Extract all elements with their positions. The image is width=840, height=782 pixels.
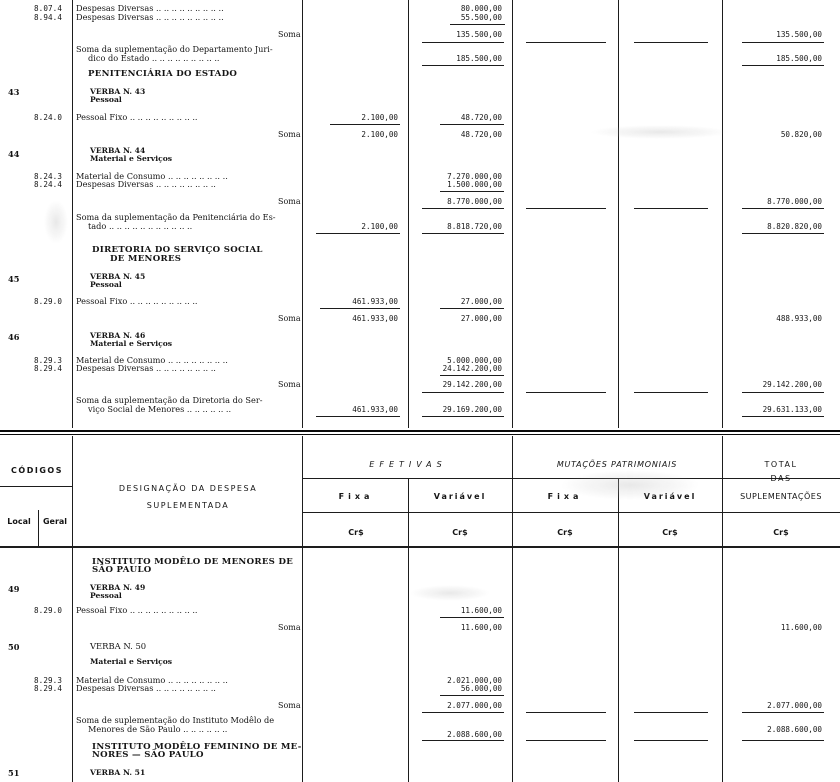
scan-smudge [590, 125, 730, 139]
var-cell: 27.000,00 [460, 297, 502, 306]
sum-rule [742, 392, 824, 393]
verba-title: VERBA N. 49 [90, 583, 146, 592]
sum-rule [422, 208, 504, 209]
fixa-cell: 461.933,00 [352, 405, 398, 414]
sum-rule [634, 712, 708, 713]
sum-rule [422, 42, 504, 43]
code-cell: 8.29.3 [34, 356, 63, 365]
total-cell: 488.933,00 [776, 314, 822, 323]
section-title-cont: SÃO PAULO [92, 565, 152, 575]
var-cell: 29.169.200,00 [442, 405, 502, 414]
sum-rule [742, 65, 824, 66]
soma-inst-line1: Soma de suplementação do Instituto Modêlo de [76, 715, 275, 725]
hdr-rule [38, 510, 39, 546]
total-cell: 29.142.200,00 [762, 380, 822, 389]
sum-rule [440, 617, 504, 618]
desc-cell: Material de Consumo .. .. .. .. .. .. .. .. [76, 355, 228, 365]
hdr-mut-fixa: Fixa [547, 492, 583, 501]
sum-rule [526, 740, 606, 741]
hdr-codigos: CÓDIGOS [11, 466, 63, 475]
hdr-rule [72, 436, 73, 546]
var-cell: 11.600,00 [460, 623, 502, 632]
hdr-designacao: DESIGNAÇÃO DA DESPESA [118, 484, 258, 493]
var-cell: 55.500,00 [460, 13, 502, 22]
soma-label: Soma [278, 130, 301, 139]
sum-rule [422, 712, 504, 713]
soma-penit-line1: Soma da suplementação da Penitenciária do Es- [76, 212, 276, 222]
section-title: INSTITUTO MODÊLO FEMININO DE ME- [92, 742, 302, 752]
desc-cell: Despesas Diversas .. .. .. .. .. .. .. .. .. [76, 12, 224, 22]
sum-rule [634, 208, 708, 209]
soma-label: Soma [278, 623, 301, 632]
sum-rule [634, 42, 708, 43]
rule-variavel [512, 0, 513, 428]
local-code: 46 [8, 332, 20, 342]
sum-rule [440, 308, 504, 309]
verba-title: VERBA N. 50 [90, 641, 147, 651]
sum-rule [742, 740, 824, 741]
verba-sub: Pessoal [90, 280, 122, 289]
sum-rule [440, 375, 504, 376]
sum-rule [526, 392, 606, 393]
var-cell: 135.500,00 [456, 30, 502, 39]
header-top-rule-2 [0, 434, 840, 435]
section-title: PENITENCIÁRIA DO ESTADO [88, 69, 238, 79]
soma-label: Soma [278, 701, 301, 710]
hdr-total: TOTAL [764, 460, 798, 469]
desc-cell: Pessoal Fixo .. .. .. .. .. .. .. .. .. [76, 296, 198, 306]
hdr-suplementacoes: SUPLEMENTAÇÕES [740, 492, 822, 501]
total-cell: 8.770.000,00 [767, 197, 822, 206]
soma-dept-line2: dico do Estado .. .. .. .. .. .. .. .. .. [88, 53, 220, 63]
local-code: 51 [8, 768, 20, 778]
hdr-mut-variavel: Variável [643, 492, 697, 501]
section-title-cont: NORES — SÃO PAULO [92, 750, 204, 760]
code-cell: 8.29.4 [34, 684, 63, 693]
hdr-rule [512, 436, 513, 782]
soma-dir-line1: Soma da suplementação da Diretoria do Ser- [76, 395, 263, 405]
hdr-das: DAS [770, 474, 792, 483]
desc-cell: Material de Consumo .. .. .. .. .. .. .. .. [76, 171, 228, 181]
soma-inst-line2: Menores de São Paulo .. .. .. .. .. .. [88, 724, 228, 734]
verba-sub: Material e Serviços [90, 657, 173, 666]
hdr-rule [0, 546, 840, 548]
sum-rule [742, 233, 824, 234]
soma-label: Soma [278, 380, 301, 389]
section-title-cont: DE MENORES [110, 254, 182, 264]
sum-rule [422, 233, 504, 234]
desc-cell: Despesas Diversas .. .. .. .. .. .. .. .. .. [76, 3, 224, 13]
sum-rule [422, 392, 504, 393]
fixa-cell: 2.100,00 [361, 113, 398, 122]
var-cell: 11.600,00 [460, 606, 502, 615]
soma-dir-line2: viço Social de Menores .. .. .. .. .. .. [88, 404, 232, 414]
code-cell: 8.24.0 [34, 113, 63, 122]
hdr-fixa: Fixa [338, 492, 374, 501]
total-cell: 135.500,00 [776, 30, 822, 39]
rule-left [72, 0, 73, 428]
sum-rule [742, 42, 824, 43]
var-cell: 8.770.000,00 [447, 197, 502, 206]
hdr-geral: Geral [42, 517, 68, 526]
var-cell: 2.021.000,00 [447, 676, 502, 685]
hdr-cr-mutfixa: Cr$ [557, 528, 573, 537]
sum-rule [450, 24, 505, 25]
scan-smudge [560, 470, 700, 500]
hdr-rule [0, 486, 72, 487]
rule-mut-var [722, 0, 723, 428]
hdr-cr-fixa: Cr$ [348, 528, 364, 537]
header-top-rule [0, 430, 840, 432]
verba-title: VERBA N. 46 [90, 331, 146, 340]
rule-left-bottom [72, 548, 73, 782]
hdr-rule [408, 478, 409, 782]
code-cell: 8.29.3 [34, 676, 63, 685]
verba-title: VERBA N. 51 [90, 768, 146, 777]
var-cell: 24.142.200,00 [442, 364, 502, 373]
var-cell: 2.077.000,00 [447, 701, 502, 710]
hdr-rule [302, 436, 303, 782]
scan-smudge [410, 585, 490, 601]
code-cell: 8.24.3 [34, 172, 63, 181]
soma-label: Soma [278, 314, 301, 323]
sum-rule [526, 712, 606, 713]
section-title: INSTITUTO MODÊLO DE MENORES DE [92, 557, 294, 567]
total-cell: 185.500,00 [776, 54, 822, 63]
desc-cell: Despesas Diversas .. .. .. .. .. .. .. .. [76, 683, 216, 693]
hdr-cr-var: Cr$ [452, 528, 468, 537]
var-cell: 7.270.000,00 [447, 172, 502, 181]
code-cell: 8.07.4 [34, 4, 63, 13]
hdr-cr-total: Cr$ [773, 528, 789, 537]
code-cell: 8.24.4 [34, 180, 63, 189]
sum-rule [742, 208, 824, 209]
sum-rule [634, 740, 708, 741]
var-cell: 185.500,00 [456, 54, 502, 63]
sum-rule [440, 695, 504, 696]
code-cell: 8.29.0 [34, 606, 63, 615]
total-cell: 8.820.820,00 [767, 222, 822, 231]
local-code: 45 [8, 274, 20, 284]
verba-sub: Material e Serviços [90, 339, 173, 348]
rule-mut-fixa [618, 0, 619, 428]
soma-label: Soma [278, 30, 301, 39]
var-cell: 48.720,00 [460, 130, 502, 139]
fixa-cell: 2.100,00 [361, 130, 398, 139]
code-cell: 8.94.4 [34, 13, 63, 22]
sum-rule [742, 416, 824, 417]
sum-rule [422, 740, 504, 741]
hdr-cr-mutvar: Cr$ [662, 528, 678, 537]
rule-designacao [302, 0, 303, 428]
verba-title: VERBA N. 45 [90, 272, 146, 281]
total-cell: 29.631.133,00 [762, 405, 822, 414]
sum-rule [440, 191, 504, 192]
total-cell: 11.600,00 [780, 623, 822, 632]
verba-title: VERBA N. 43 [90, 87, 146, 96]
section-title: DIRETORIA DO SERVIÇO SOCIAL [92, 245, 263, 255]
rule-fixa [408, 0, 409, 428]
desc-cell: Pessoal Fixo .. .. .. .. .. .. .. .. .. [76, 112, 198, 122]
total-cell: 2.088.600,00 [767, 725, 822, 734]
hdr-rule [302, 512, 840, 513]
var-cell: 80.000,00 [460, 4, 502, 13]
var-cell: 8.818.720,00 [447, 222, 502, 231]
total-cell: 2.077.000,00 [767, 701, 822, 710]
var-cell: 48.720,00 [460, 113, 502, 122]
soma-label: Soma [278, 197, 301, 206]
local-code: 50 [8, 642, 20, 652]
total-cell: 50.820,00 [780, 130, 822, 139]
var-cell: 56.000,00 [460, 684, 502, 693]
desc-cell: Despesas Diversas .. .. .. .. .. .. .. .. [76, 363, 216, 373]
var-cell: 29.142.200,00 [442, 380, 502, 389]
sum-rule [422, 65, 504, 66]
fixa-cell: 461.933,00 [352, 297, 398, 306]
sum-rule [422, 416, 504, 417]
local-code: 49 [8, 584, 20, 594]
code-cell: 8.29.4 [34, 364, 63, 373]
sum-rule [440, 124, 504, 125]
desc-cell: Pessoal Fixo .. .. .. .. .. .. .. .. .. [76, 605, 198, 615]
sum-rule [634, 392, 708, 393]
hdr-efetivas: EFETIVAS [369, 460, 447, 469]
scan-smudge [44, 200, 68, 244]
sum-rule [330, 124, 400, 125]
soma-dept-line1: Soma da suplementação do Departamento Juri- [76, 44, 273, 54]
local-code: 43 [8, 87, 20, 97]
hdr-mutacoes: MUTAÇÕES PATRIMONIAIS [556, 460, 678, 469]
sum-rule [526, 208, 606, 209]
desc-cell: Material de Consumo .. .. .. .. .. .. .. .. [76, 675, 228, 685]
var-cell: 1.500.000,00 [447, 180, 502, 189]
hdr-local: Local [7, 517, 31, 526]
sum-rule [742, 712, 824, 713]
hdr-suplementada: SUPLEMENTADA [146, 501, 230, 510]
verba-sub: Pessoal [90, 591, 122, 600]
desc-cell: Despesas Diversas .. .. .. .. .. .. .. .. [76, 179, 216, 189]
code-cell: 8.29.0 [34, 297, 63, 306]
sum-rule [526, 42, 606, 43]
fixa-cell: 461.933,00 [352, 314, 398, 323]
sum-rule [320, 308, 400, 309]
sum-rule [316, 416, 400, 417]
hdr-variavel: Variável [433, 492, 487, 501]
fixa-cell: 2.100,00 [361, 222, 398, 231]
verba-sub: Material e Serviços [90, 154, 173, 163]
var-cell: 2.088.600,00 [447, 730, 502, 739]
var-cell: 27.000,00 [460, 314, 502, 323]
sum-rule [316, 233, 400, 234]
var-cell: 5.000.000,00 [447, 356, 502, 365]
hdr-rule [618, 478, 619, 782]
local-code: 44 [8, 149, 20, 159]
hdr-rule [722, 436, 723, 782]
verba-title: VERBA N. 44 [90, 146, 146, 155]
verba-sub: Pessoal [90, 95, 122, 104]
soma-penit-line2: tado .. .. .. .. .. .. .. .. .. .. .. [88, 221, 193, 231]
